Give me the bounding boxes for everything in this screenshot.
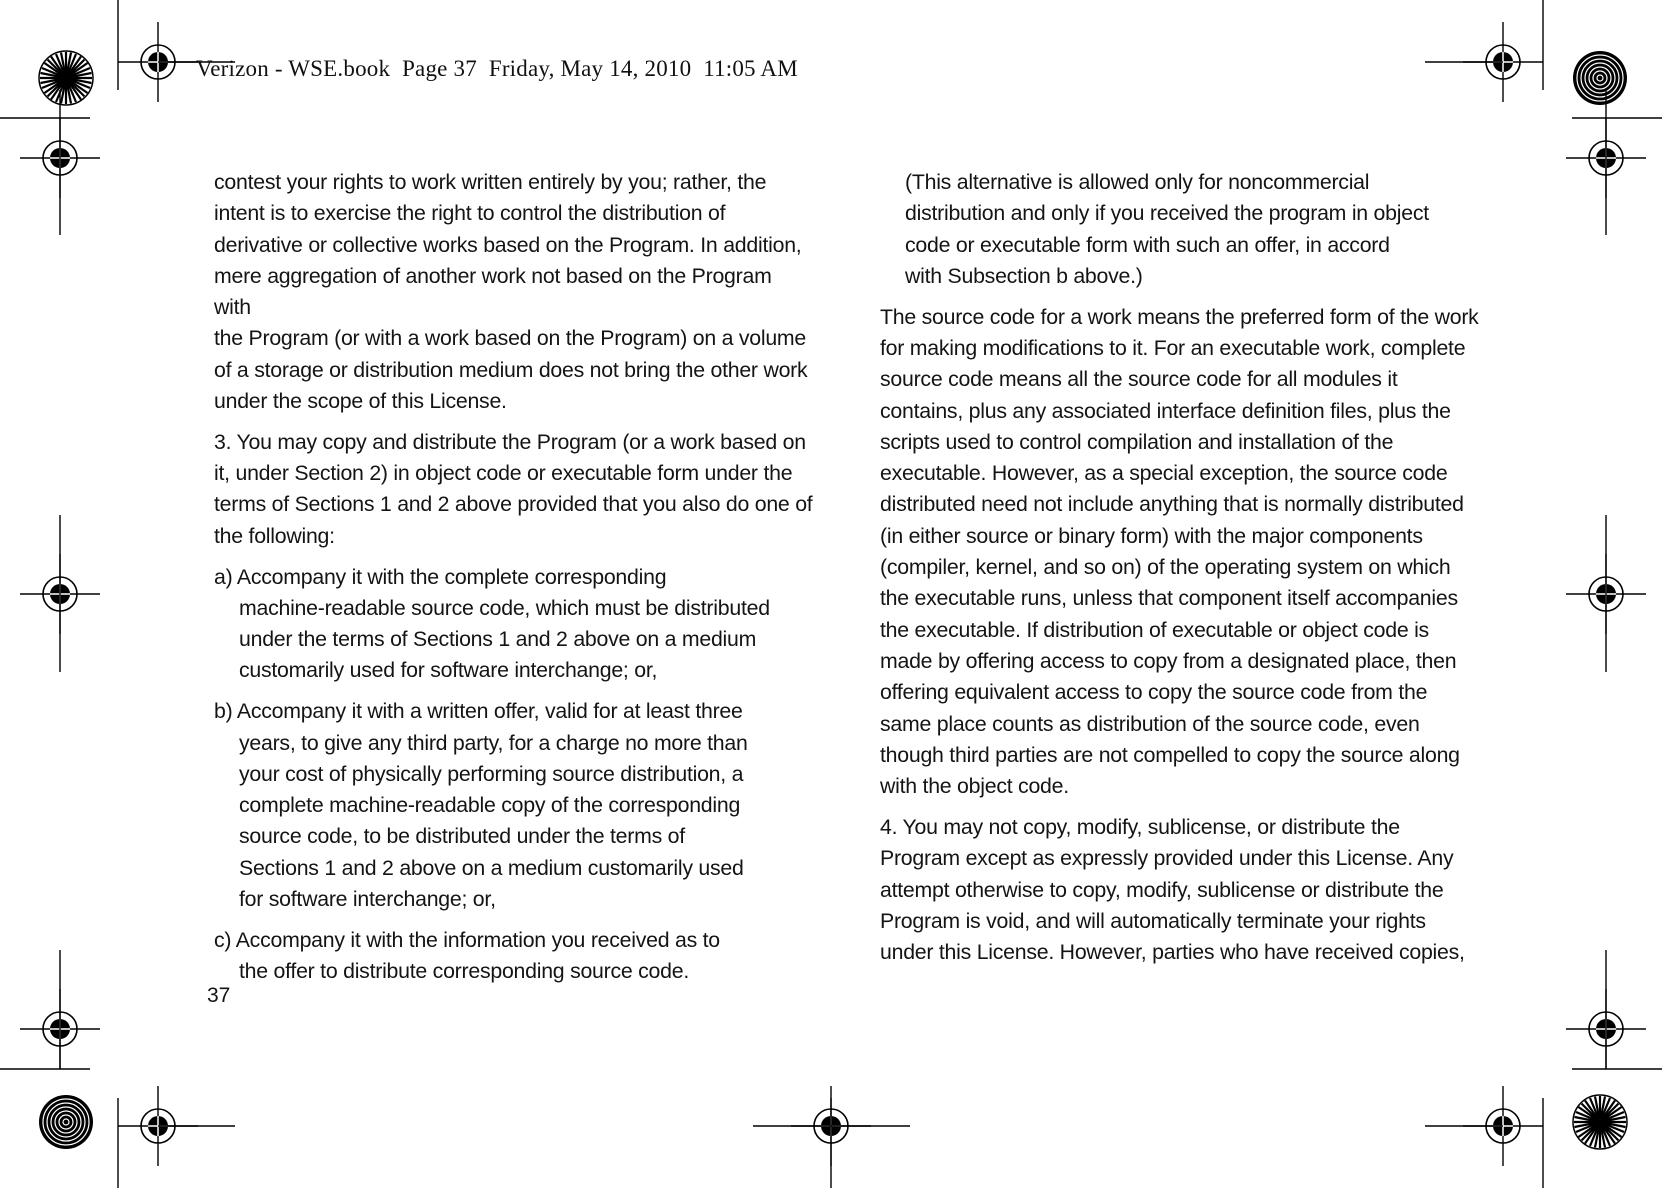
print-header-slug: Verizon - WSE.book Page 37 Friday, May 14, 2010 11:05 AM — [196, 56, 798, 81]
list-item-b: b) Accompany it with a written offer, valid for at least three years, to give any third party, for a charge no more than your cost of physically performing source distribution, a complete machine-readable copy of the corresponding source code, to be distributed under the terms of Sections 1 and 2 above on a medium customarily used for software interchange; or, — [214, 699, 748, 912]
list-item-a: a) Accompany it with the complete corresponding machine-readable source code, which must be distributed under the terms of Sections 1 and 2 above on a medium customarily used for software interchange; or, — [214, 564, 770, 683]
paragraph-section-3: 3. You may copy and distribute the Program (or a work based on it, under Section 2) in object code or executable form under the terms of Sections 1 and 2 above provided that you also do one of the following: — [214, 429, 813, 548]
list-item-c: c) Accompany it with the information you received as to the offer to distribute corresponding source code. — [214, 927, 720, 984]
paragraph-section-4: 4. You may not copy, modify, sublicense, or distribute the Program except as expressly provided under this License. Any attempt otherwise to copy, modify, sublicense or distribute the Program is void, and will automatically terminate your rights under this License. However, parties who have received copies, — [880, 814, 1465, 965]
list-item-c-note: (This alternative is allowed only for noncommercial distribution and only if you received the program in object code or executable form with such an offer, in accord with Subsection b above.) — [905, 170, 1429, 288]
left-column — [214, 167, 814, 997]
paragraph-source-code-definition: The source code for a work means the preferred form of the work for making modifications to it. For an executable work, complete source code means all the source code for all modules it contains, plus any associated interface definition files, plus the scripts used to control compilation and installation of the executable. However, as a special exception, the source code distributed need not include anything that is normally distributed (in either source or binary form) with the major components (compiler, kernel, and so on) of the operating system on which the executable runs, unless that component itself accompanies the executable. If distribution of executable or object code is made by offering access to copy from a designated place, then offering equivalent access to copy the source code from the same place counts as distribution of the source code, even though third parties are not compelled to copy the source along with the object code. — [880, 304, 1479, 799]
right-column — [880, 167, 1480, 978]
paragraph-section-2-continued: contest your rights to work written entirely by you; rather, the intent is to exercise the right to control the distribution of derivative or collective works based on the Program. In addition, mere aggregation of another work not based on the Program with the Program (or with a work based on the Program) on a volume of a storage or distribution medium does not bring the other work under the scope of this License. — [214, 170, 808, 414]
page-number: 37 — [207, 984, 231, 1007]
